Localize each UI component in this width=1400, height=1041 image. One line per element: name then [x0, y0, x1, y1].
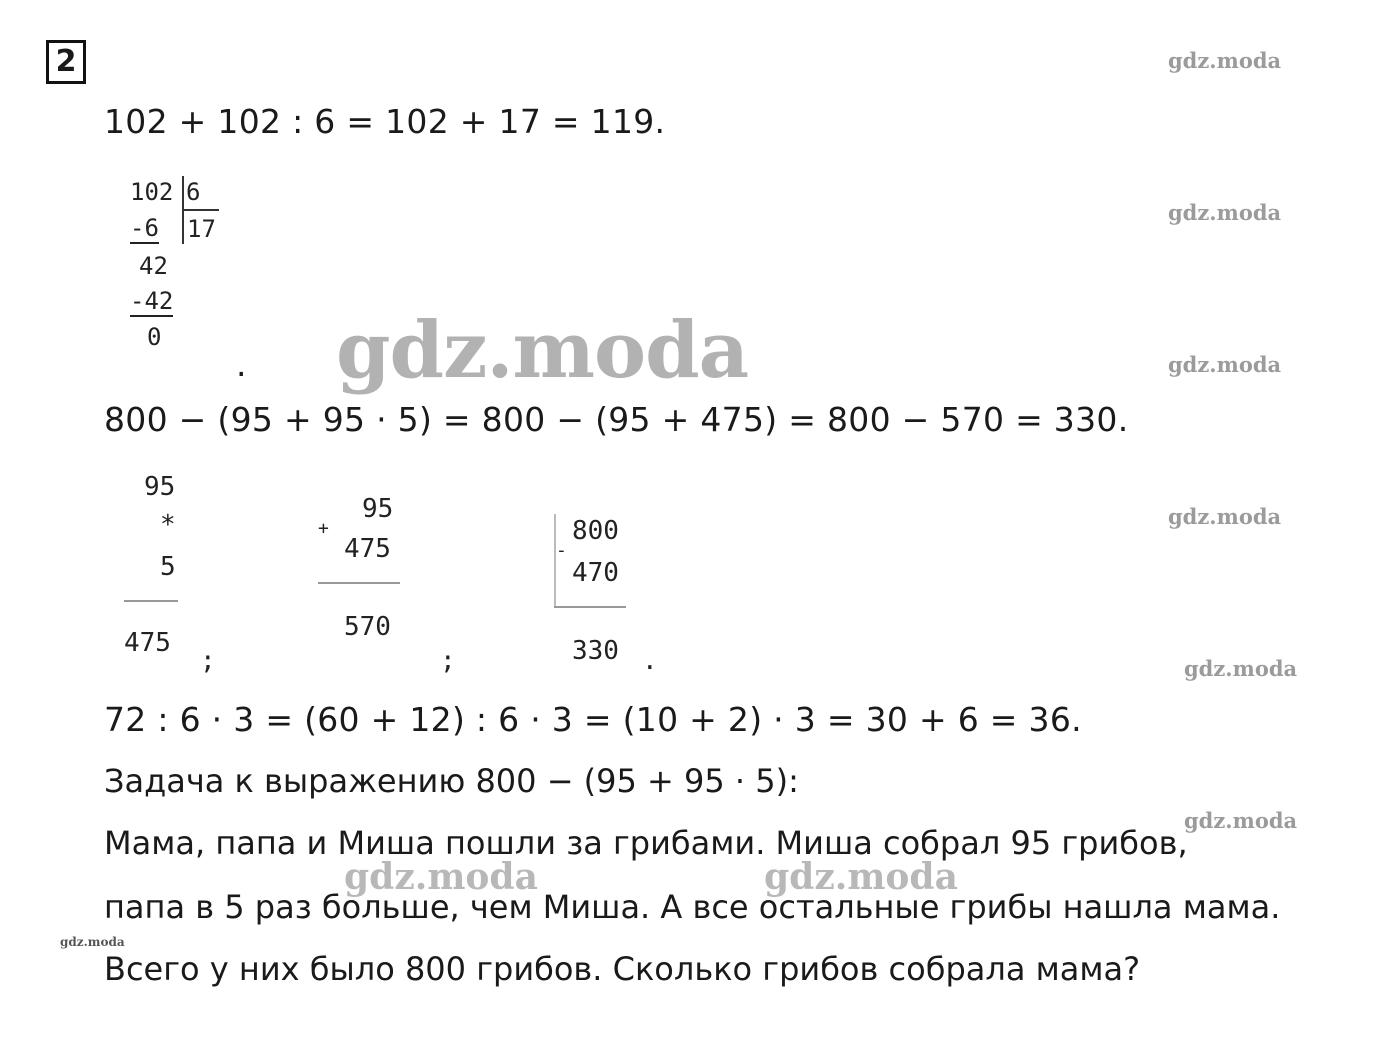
watermark: gdz.moda — [1184, 808, 1298, 833]
watermark: gdz.moda — [344, 856, 538, 898]
watermark: gdz.moda — [1168, 352, 1282, 377]
task-intro: Задача к выражению 800 − (95 + 95 · 5): — [104, 762, 799, 800]
watermark: gdz.moda — [1168, 48, 1282, 73]
division-step: -42 — [130, 287, 174, 315]
task-line: Всего у них было 800 грибов. Сколько грибов собрала мама? — [104, 950, 1141, 988]
dot: . — [236, 345, 247, 384]
add-result: 570 — [344, 612, 391, 642]
mult-operand-b: 5 — [160, 552, 176, 582]
mult-operator: * — [160, 510, 176, 540]
mult-result: 475 — [124, 628, 171, 658]
watermark: gdz.moda — [1168, 200, 1282, 225]
sub-result: 330 — [572, 636, 619, 666]
expression-1: 102 + 102 : 6 = 102 + 17 = 119. — [104, 102, 666, 141]
task-line: Мама, папа и Миша пошли за грибами. Миша собрал 95 грибов, — [104, 824, 1188, 862]
division-dividend: 102 — [130, 178, 174, 206]
division-quotient: 17 — [187, 215, 216, 243]
task-number: 2 — [46, 40, 86, 84]
sub-operator: - — [556, 540, 567, 561]
watermark: gdz.moda — [1184, 656, 1298, 681]
division-step: -6 — [130, 214, 159, 242]
division-divisor: 6 — [186, 178, 201, 206]
watermark: gdz.moda — [764, 856, 958, 898]
separator: ; — [440, 646, 456, 676]
add-line — [318, 582, 400, 584]
watermark-large: gdz.moda — [336, 305, 749, 396]
add-operator: + — [318, 518, 329, 539]
separator: ; — [200, 646, 216, 676]
sub-line — [554, 606, 626, 608]
watermark-tiny: gdz.moda — [60, 935, 125, 949]
division-step: 42 — [139, 252, 168, 280]
expression-2: 800 − (95 + 95 · 5) = 800 − (95 + 475) = 800 − 570 = 330. — [104, 400, 1129, 439]
expression-3: 72 : 6 · 3 = (60 + 12) : 6 · 3 = (10 + 2) · 3 = 30 + 6 = 36. — [104, 700, 1082, 739]
add-operand-a: 95 — [362, 494, 394, 524]
division-quotient-line — [183, 209, 219, 211]
separator: . — [642, 646, 658, 676]
division-step: 0 — [147, 323, 162, 351]
sub-operand-b: 470 — [572, 558, 619, 588]
task-line: папа в 5 раз больше, чем Миша. А все остальные грибы нашла мама. — [104, 888, 1281, 926]
mult-operand-a: 95 — [144, 472, 176, 502]
mult-line — [124, 600, 178, 602]
add-operand-b: 475 — [344, 534, 391, 564]
sub-operand-a: 800 — [572, 516, 619, 546]
watermark: gdz.moda — [1168, 504, 1282, 529]
